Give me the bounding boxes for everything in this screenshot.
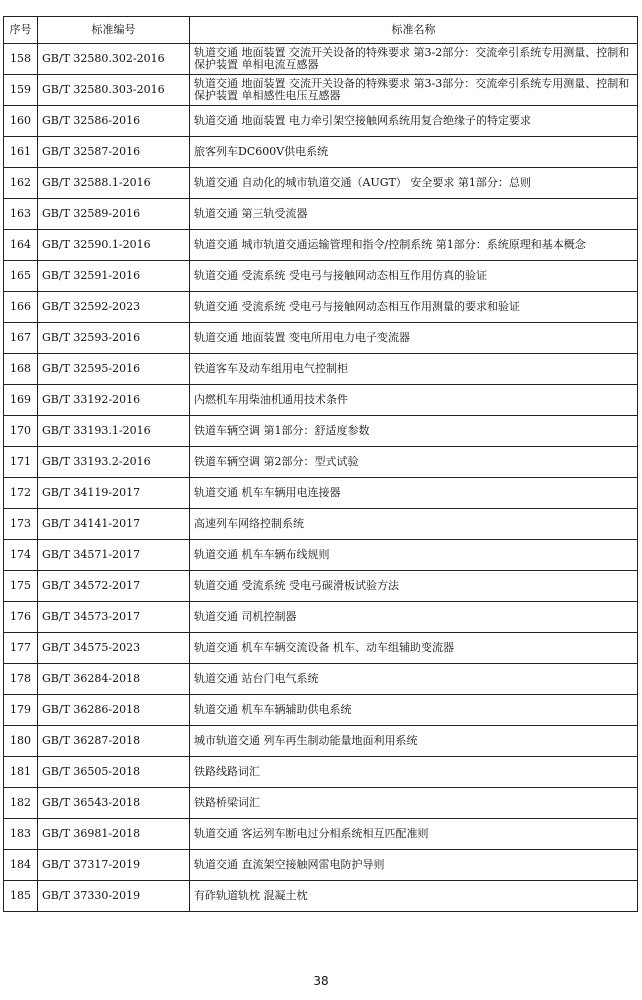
row-standard-code: GB/T 36284-2018 [38,664,190,695]
row-standard-title: 轨道交通 自动化的城市轨道交通（AUGT） 安全要求 第1部分：总则 [190,168,638,199]
row-serial: 162 [4,168,38,199]
row-standard-code: GB/T 33193.1-2016 [38,416,190,447]
table-row [4,416,638,447]
row-standard-title: 轨道交通 受流系统 受电弓与接触网动态相互作用测量的要求和验证 [190,292,638,323]
table-row [4,137,638,168]
table-row [4,292,638,323]
row-serial: 174 [4,540,38,571]
row-serial: 175 [4,571,38,602]
row-standard-title: 轨道交通 地面装置 交流开关设备的特殊要求 第3-3部分：交流牵引系统专用测量、控制和保护装置 单相感性电压互感器 [190,75,638,106]
row-standard-title: 轨道交通 机车车辆用电连接器 [190,478,638,509]
row-standard-title: 轨道交通 受流系统 受电弓碳滑板试验方法 [190,571,638,602]
row-serial: 180 [4,726,38,757]
row-standard-code: GB/T 37330-2019 [38,881,190,912]
row-serial: 176 [4,602,38,633]
table-row [4,540,638,571]
row-serial: 161 [4,137,38,168]
row-serial: 170 [4,416,38,447]
row-standard-title: 轨道交通 地面装置 变电所用电力电子变流器 [190,323,638,354]
table-row [4,788,638,819]
row-standard-code: GB/T 32587-2016 [38,137,190,168]
table-row [4,261,638,292]
table-row [4,323,638,354]
row-standard-code: GB/T 32592-2023 [38,292,190,323]
table-row [4,881,638,912]
row-standard-title: 轨道交通 机车车辆交流设备 机车、动车组辅助变流器 [190,633,638,664]
table-row [4,199,638,230]
table-row [4,354,638,385]
row-standard-title: 轨道交通 地面装置 交流开关设备的特殊要求 第3-2部分：交流牵引系统专用测量、控制和保护装置 单相电流互感器 [190,44,638,75]
table-header-row [4,17,638,44]
standards-table [3,16,638,912]
header-standard-code: 标准编号 [38,17,190,44]
table-row [4,726,638,757]
row-standard-title: 轨道交通 机车车辆辅助供电系统 [190,695,638,726]
table-row [4,168,638,199]
row-serial: 158 [4,44,38,75]
row-standard-code: GB/T 33192-2016 [38,385,190,416]
table-row [4,664,638,695]
row-standard-title: 铁道客车及动车组用电气控制柜 [190,354,638,385]
row-standard-code: GB/T 32591-2016 [38,261,190,292]
table-row [4,230,638,261]
row-standard-title: 轨道交通 受流系统 受电弓与接触网动态相互作用仿真的验证 [190,261,638,292]
row-serial: 171 [4,447,38,478]
row-standard-title: 铁道车辆空调 第2部分：型式试验 [190,447,638,478]
row-standard-code: GB/T 34119-2017 [38,478,190,509]
row-standard-title: 高速列车网络控制系统 [190,509,638,540]
table-row [4,819,638,850]
row-standard-code: GB/T 34141-2017 [38,509,190,540]
row-serial: 159 [4,75,38,106]
row-serial: 183 [4,819,38,850]
row-serial: 184 [4,850,38,881]
row-standard-code: GB/T 32588.1-2016 [38,168,190,199]
row-standard-code: GB/T 36543-2018 [38,788,190,819]
row-serial: 169 [4,385,38,416]
row-standard-title: 铁路桥梁词汇 [190,788,638,819]
row-standard-title: 轨道交通 地面装置 电力牵引架空接触网系统用复合绝缘子的特定要求 [190,106,638,137]
row-serial: 160 [4,106,38,137]
row-standard-code: GB/T 32580.302-2016 [38,44,190,75]
row-serial: 179 [4,695,38,726]
row-standard-code: GB/T 34571-2017 [38,540,190,571]
row-serial: 178 [4,664,38,695]
table-row [4,633,638,664]
row-standard-code: GB/T 36286-2018 [38,695,190,726]
row-standard-title: 轨道交通 城市轨道交通运输管理和指令/控制系统 第1部分：系统原理和基本概念 [190,230,638,261]
row-standard-title: 轨道交通 司机控制器 [190,602,638,633]
header-serial: 序号 [4,17,38,44]
table-row [4,757,638,788]
table-row [4,106,638,137]
row-standard-title: 内燃机车用柴油机通用技术条件 [190,385,638,416]
table-row [4,75,638,106]
table-row [4,850,638,881]
row-standard-code: GB/T 32586-2016 [38,106,190,137]
row-standard-code: GB/T 32589-2016 [38,199,190,230]
row-serial: 182 [4,788,38,819]
row-serial: 164 [4,230,38,261]
row-serial: 181 [4,757,38,788]
table-row [4,602,638,633]
row-standard-code: GB/T 33193.2-2016 [38,447,190,478]
row-standard-title: 有砟轨道轨枕 混凝土枕 [190,881,638,912]
row-standard-code: GB/T 32593-2016 [38,323,190,354]
page-number: 38 [313,974,329,988]
table-row [4,385,638,416]
row-standard-code: GB/T 34575-2023 [38,633,190,664]
row-standard-title: 轨道交通 机车车辆布线规则 [190,540,638,571]
row-standard-code: GB/T 36981-2018 [38,819,190,850]
table-row [4,571,638,602]
row-standard-code: GB/T 36505-2018 [38,757,190,788]
row-serial: 165 [4,261,38,292]
row-standard-code: GB/T 36287-2018 [38,726,190,757]
row-standard-title: 城市轨道交通 列车再生制动能量地面利用系统 [190,726,638,757]
row-standard-code: GB/T 32590.1-2016 [38,230,190,261]
row-serial: 167 [4,323,38,354]
row-serial: 173 [4,509,38,540]
row-serial: 166 [4,292,38,323]
row-standard-code: GB/T 34573-2017 [38,602,190,633]
row-standard-code: GB/T 32580.303-2016 [38,75,190,106]
row-standard-code: GB/T 37317-2019 [38,850,190,881]
row-serial: 185 [4,881,38,912]
row-serial: 177 [4,633,38,664]
row-standard-title: 轨道交通 站台门电气系统 [190,664,638,695]
header-standard-title: 标准名称 [190,17,638,44]
row-standard-title: 轨道交通 直流架空接触网雷电防护导则 [190,850,638,881]
table-row [4,447,638,478]
table-body [4,44,638,912]
row-standard-code: GB/T 34572-2017 [38,571,190,602]
row-standard-code: GB/T 32595-2016 [38,354,190,385]
table-row [4,695,638,726]
row-serial: 163 [4,199,38,230]
table-row [4,478,638,509]
table-row [4,509,638,540]
row-serial: 172 [4,478,38,509]
row-standard-title: 铁路线路词汇 [190,757,638,788]
row-standard-title: 旅客列车DC600V供电系统 [190,137,638,168]
row-standard-title: 铁道车辆空调 第1部分：舒适度参数 [190,416,638,447]
row-standard-title: 轨道交通 第三轨受流器 [190,199,638,230]
table-row [4,44,638,75]
row-serial: 168 [4,354,38,385]
row-standard-title: 轨道交通 客运列车断电过分相系统相互匹配准则 [190,819,638,850]
